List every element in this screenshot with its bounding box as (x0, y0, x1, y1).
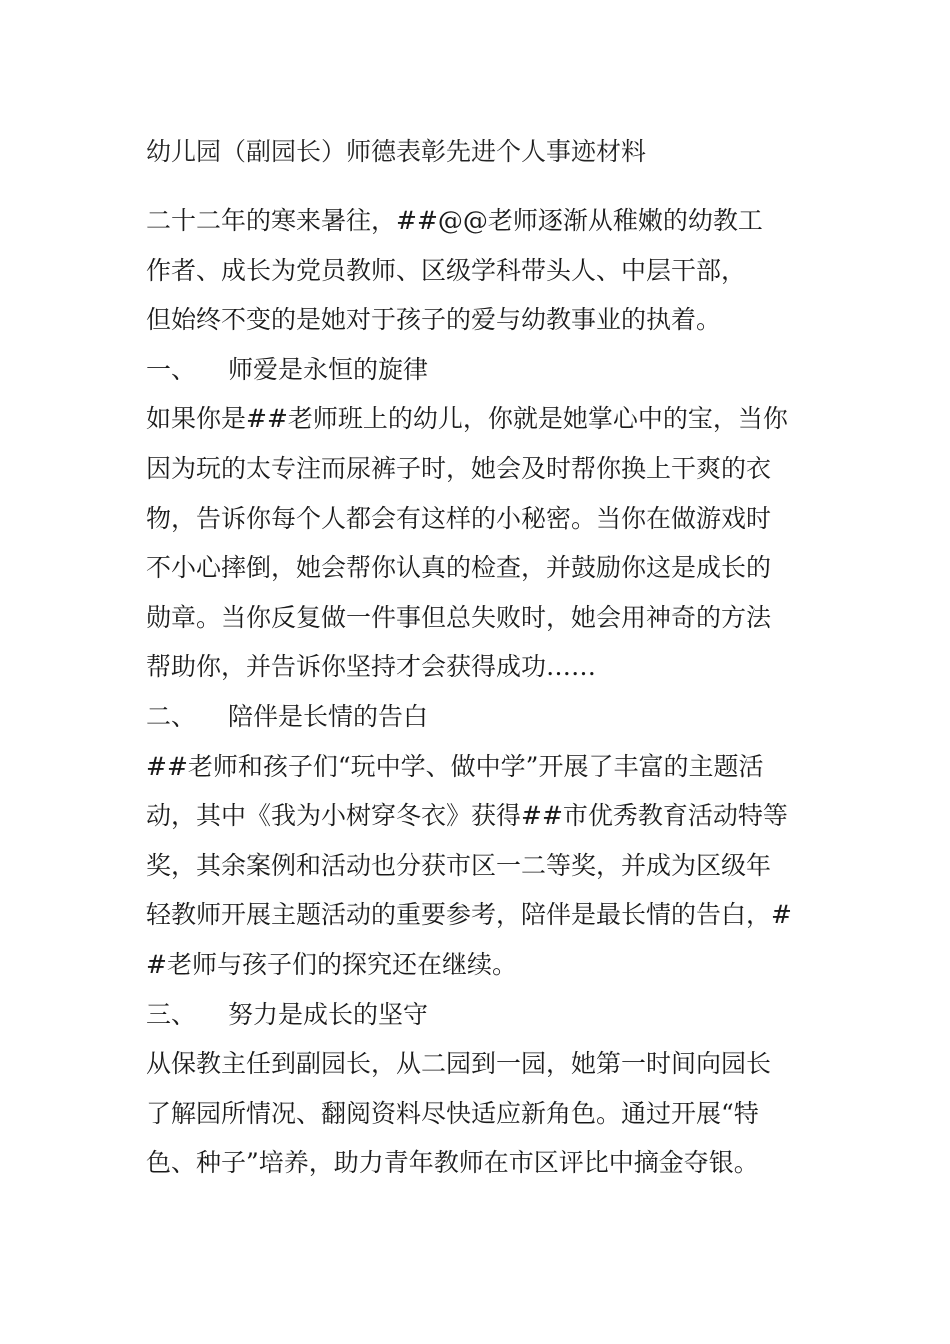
document-body (146, 196, 806, 1188)
paragraph-line: 动，其中《我为小树穿冬衣》获得##市优秀教育活动特等 (146, 801, 788, 831)
section-heading (146, 990, 806, 1040)
section-heading (146, 345, 806, 395)
paragraph-line: 轻教师开展主题活动的重要参考，陪伴是最长情的告白，# (146, 900, 792, 930)
document-title: 幼儿园（副园长）师德表彰先进个人事迹材料 (146, 137, 647, 166)
section-heading-text: 师爱是永恒的旋律 (228, 354, 429, 384)
paragraph-line: ##老师和孩子们“玩中学、做中学”开展了丰富的主题活 (146, 751, 764, 781)
section-1 (146, 345, 806, 692)
section-number: 一、 (146, 354, 197, 384)
section-2 (146, 692, 806, 990)
paragraph-line: 因为玩的太专注而尿裤子时，她会及时帮你换上干爽的衣 (146, 453, 772, 483)
section-number: 二、 (146, 701, 197, 731)
section-number: 三、 (146, 999, 197, 1029)
paragraph-line: 不小心摔倒，她会帮你认真的检查，并鼓励你这是成长的 (146, 553, 772, 583)
paragraph-line: 从保教主任到副园长，从二园到一园，她第一时间向园长 (146, 1049, 772, 1079)
paragraph-line: 了解园所情况、翻阅资料尽快适应新角色。通过开展“特 (146, 1098, 759, 1128)
paragraph-line: 物，告诉你每个人都会有这样的小秘密。当你在做游戏时 (146, 503, 772, 533)
paragraph-line: 二十二年的寒来暑往，##@@老师逐渐从稚嫩的幼教工 (146, 206, 763, 235)
paragraph-line: 帮助你，并告诉你坚持才会获得成功…… (146, 652, 597, 682)
section-3 (146, 990, 806, 1188)
paragraph-line: #老师与孩子们的探究还在继续。 (146, 949, 517, 979)
section-heading (146, 692, 806, 742)
paragraph-line: 如果你是##老师班上的幼儿，你就是她掌心中的宝，当你 (146, 404, 788, 434)
paragraph-line: 色、种子”培养，助力青年教师在市区评比中摘金夺银。 (146, 1148, 759, 1178)
intro-paragraph (146, 196, 806, 345)
section-heading-text: 陪伴是长情的告白 (228, 701, 429, 731)
section-heading-text: 努力是成长的坚守 (228, 999, 429, 1029)
paragraph-line: 奖，其余案例和活动也分获市区一二等奖，并成为区级年 (146, 850, 772, 880)
paragraph-line: 但始终不变的是她对于孩子的爱与幼教事业的执着。 (146, 305, 722, 335)
paragraph-line: 勋章。当你反复做一件事但总失败时，她会用神奇的方法 (146, 602, 772, 632)
paragraph-line: 作者、成长为党员教师、区级学科带头人、中层干部， (146, 255, 747, 285)
